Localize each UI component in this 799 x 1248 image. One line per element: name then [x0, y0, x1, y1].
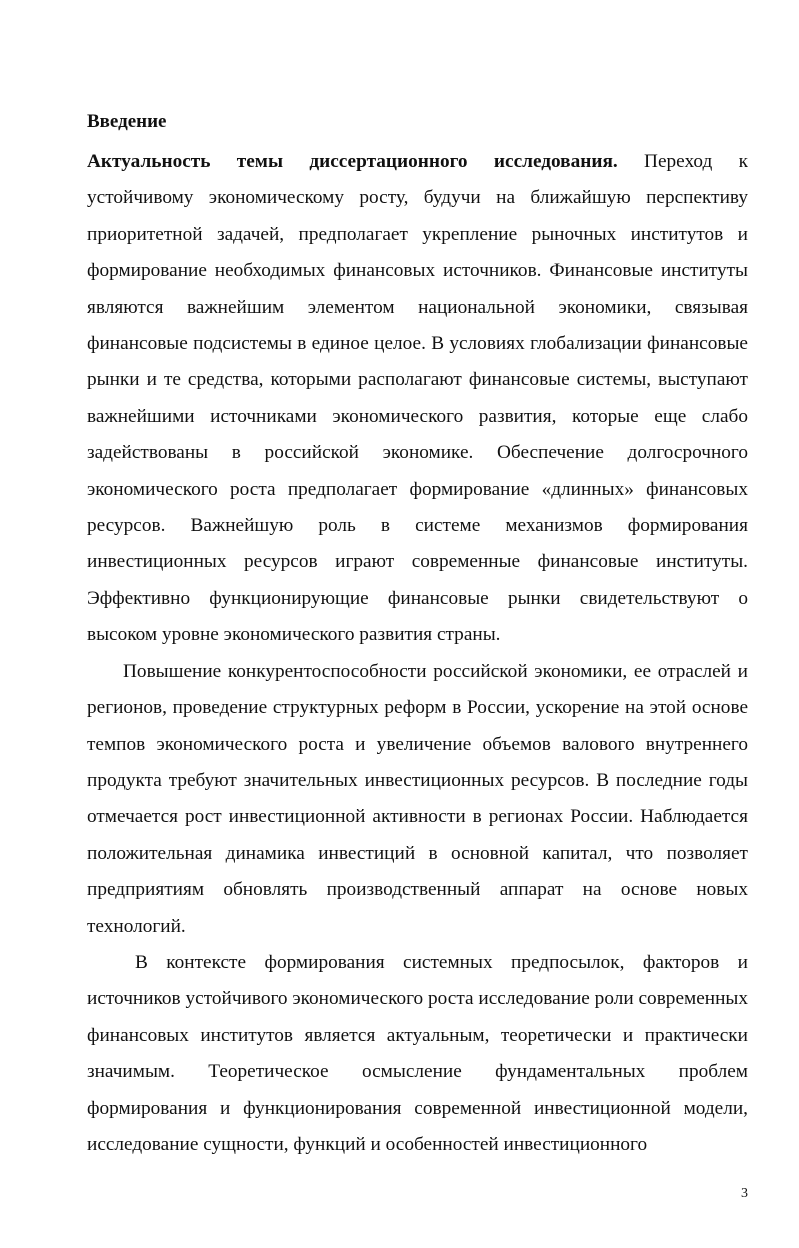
- section-heading: Введение: [87, 111, 167, 132]
- paragraph-context: [87, 945, 748, 1163]
- page-content: [87, 108, 748, 1163]
- paragraph-text: Переход к устойчивому экономическому росту, будучи на ближайшую перспективу приоритетной задачей, предполагает укрепление рыночных институтов и формирование необходимых финансовых источников. Финансовые институты являются важнейшим элементом национальной экономики, связывая финансовые подсистемы в единое целое. В условиях глобализации финансовые рынки и те средства, которыми располагают финансовые системы, выступают важнейшими источниками экономического развития, которые еще слабо задействованы в российской экономике. Обеспечение долгосрочного экономического роста предполагает формирование «длинных» финансовых ресурсов. Важнейшую роль в системе механизмов формирования инвестиционных ресурсов играют современные финансовые институты. Эффективно функционирующие финансовые рынки свидетельствуют о высоком уровне экономического развития страны.: [87, 151, 748, 646]
- paragraph-lead: Актуальность темы диссертационного исследования.: [87, 151, 618, 172]
- paragraph-competitiveness: [87, 654, 748, 945]
- paragraph-relevance: [87, 144, 748, 654]
- paragraph-text: Повышение конкурентоспособности российской экономики, ее отраслей и регионов, проведение структурных реформ в России, ускорение на этой основе темпов экономического роста и увеличение объемов валового внутреннего продукта требуют значительных инвестиционных ресурсов. В последние годы отмечается рост инвестиционной активности в регионах России. Наблюдается положительная динамика инвестиций в основной капитал, что позволяет предприятиям обновлять производственный аппарат на основе новых технологий.: [87, 660, 748, 937]
- page-number: 3: [741, 1186, 748, 1201]
- paragraph-text: В контексте формирования системных предпосылок, факторов и источников устойчивого экономического роста исследование роли современных финансовых институтов является актуальным, теоретически и практически значимым. Теоретическое осмысление фундаментальных проблем формирования и функционирования современной инвестиционной модели, исследование сущности, функций и особенностей инвестиционного: [87, 951, 748, 1155]
